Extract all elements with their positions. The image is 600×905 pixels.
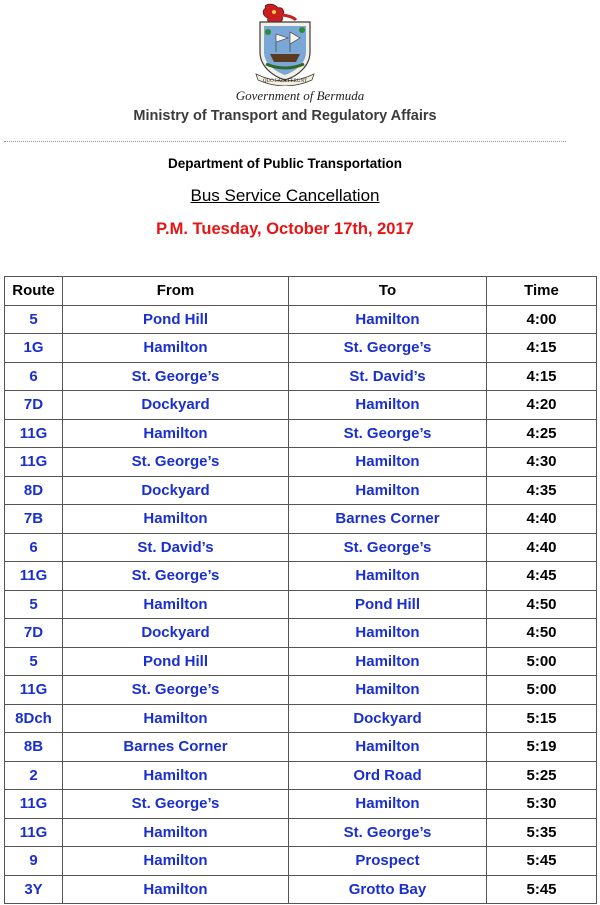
to-cell: Hamilton <box>289 619 487 648</box>
to-cell: Barnes Corner <box>289 505 487 534</box>
to-cell: Hamilton <box>289 391 487 420</box>
from-cell: Hamilton <box>63 847 289 876</box>
from-cell: Hamilton <box>63 761 289 790</box>
to-cell: Hamilton <box>289 647 487 676</box>
time-cell: 5:45 <box>487 847 597 876</box>
from-cell: St. George’s <box>63 676 289 705</box>
bermuda-coat-of-arms-logo <box>252 2 318 86</box>
from-cell: Hamilton <box>63 590 289 619</box>
table-row <box>5 505 597 534</box>
table-row <box>5 818 597 847</box>
route-cell: 6 <box>5 362 63 391</box>
route-cell: 11G <box>5 448 63 477</box>
cancellation-date: P.M. Tuesday, October 17th, 2017 <box>156 220 414 238</box>
department-name: Department of Public Transportation <box>167 156 403 171</box>
route-cell: 5 <box>5 590 63 619</box>
route-cell: 5 <box>5 647 63 676</box>
route-cell: 9 <box>5 847 63 876</box>
route-cell: 8Dch <box>5 704 63 733</box>
time-cell: 4:50 <box>487 619 597 648</box>
table-row <box>5 619 597 648</box>
to-cell: Hamilton <box>289 562 487 591</box>
table-row <box>5 875 597 904</box>
route-cell: 11G <box>5 419 63 448</box>
table-row <box>5 676 597 705</box>
table-row <box>5 391 597 420</box>
table-row <box>5 334 597 363</box>
route-cell: 5 <box>5 305 63 334</box>
to-cell: Grotto Bay <box>289 875 487 904</box>
column-header-to: To <box>289 277 487 306</box>
route-cell: 11G <box>5 818 63 847</box>
table-row <box>5 761 597 790</box>
time-cell: 5:19 <box>487 733 597 762</box>
crest-motto: QUO FATA FERUNT <box>262 79 308 84</box>
time-cell: 4:35 <box>487 476 597 505</box>
column-header-time: Time <box>487 277 597 306</box>
table-row <box>5 305 597 334</box>
route-cell: 8D <box>5 476 63 505</box>
table-row <box>5 733 597 762</box>
from-cell: Pond Hill <box>63 305 289 334</box>
time-cell: 4:40 <box>487 533 597 562</box>
time-cell: 4:45 <box>487 562 597 591</box>
time-cell: 4:00 <box>487 305 597 334</box>
to-cell: Prospect <box>289 847 487 876</box>
route-cell: 1G <box>5 334 63 363</box>
from-cell: Dockyard <box>63 619 289 648</box>
column-header-from: From <box>63 277 289 306</box>
table-row <box>5 533 597 562</box>
to-cell: Dockyard <box>289 704 487 733</box>
table-row <box>5 362 597 391</box>
to-cell: St. David’s <box>289 362 487 391</box>
time-cell: 4:20 <box>487 391 597 420</box>
time-cell: 5:00 <box>487 647 597 676</box>
route-cell: 6 <box>5 533 63 562</box>
from-cell: Dockyard <box>63 476 289 505</box>
time-cell: 4:15 <box>487 362 597 391</box>
to-cell: Hamilton <box>289 733 487 762</box>
time-cell: 5:45 <box>487 875 597 904</box>
from-cell: Hamilton <box>63 704 289 733</box>
route-cell: 7D <box>5 391 63 420</box>
notice-title <box>0 186 570 206</box>
from-cell: Barnes Corner <box>63 733 289 762</box>
table-row <box>5 590 597 619</box>
table-header-row <box>5 277 597 306</box>
time-cell: 4:15 <box>487 334 597 363</box>
to-cell: Hamilton <box>289 790 487 819</box>
from-cell: Hamilton <box>63 505 289 534</box>
route-cell: 2 <box>5 761 63 790</box>
table-row <box>5 704 597 733</box>
from-cell: Pond Hill <box>63 647 289 676</box>
route-cell: 7B <box>5 505 63 534</box>
to-cell: Hamilton <box>289 448 487 477</box>
government-name: Government of Bermuda <box>235 88 365 103</box>
to-cell: Hamilton <box>289 676 487 705</box>
to-cell: St. George’s <box>289 533 487 562</box>
from-cell: St. George’s <box>63 790 289 819</box>
from-cell: Hamilton <box>63 419 289 448</box>
time-cell: 5:00 <box>487 676 597 705</box>
time-cell: 4:40 <box>487 505 597 534</box>
from-cell: St. George’s <box>63 362 289 391</box>
cancellation-table <box>4 276 597 904</box>
table-row <box>5 847 597 876</box>
time-cell: 5:35 <box>487 818 597 847</box>
to-cell: Hamilton <box>289 476 487 505</box>
table-row <box>5 476 597 505</box>
from-cell: Hamilton <box>63 875 289 904</box>
notice-title-text: Bus Service Cancellation <box>190 186 380 205</box>
route-cell: 11G <box>5 790 63 819</box>
from-cell: Dockyard <box>63 391 289 420</box>
to-cell: St. George’s <box>289 334 487 363</box>
route-cell: 11G <box>5 676 63 705</box>
route-cell: 11G <box>5 562 63 591</box>
time-cell: 4:30 <box>487 448 597 477</box>
from-cell: St. David’s <box>63 533 289 562</box>
table-row <box>5 562 597 591</box>
column-header-route: Route <box>5 277 63 306</box>
time-cell: 4:25 <box>487 419 597 448</box>
from-cell: Hamilton <box>63 334 289 363</box>
to-cell: Ord Road <box>289 761 487 790</box>
table-row <box>5 790 597 819</box>
to-cell: Pond Hill <box>289 590 487 619</box>
table-row <box>5 419 597 448</box>
table-row <box>5 647 597 676</box>
to-cell: Hamilton <box>289 305 487 334</box>
ministry-name: Ministry of Transport and Regulatory Affairs <box>133 108 437 124</box>
from-cell: St. George’s <box>63 562 289 591</box>
route-cell: 7D <box>5 619 63 648</box>
time-cell: 5:25 <box>487 761 597 790</box>
table-row <box>5 448 597 477</box>
time-cell: 5:30 <box>487 790 597 819</box>
route-cell: 8B <box>5 733 63 762</box>
route-cell: 3Y <box>5 875 63 904</box>
from-cell: St. George’s <box>63 448 289 477</box>
header-divider <box>4 141 566 142</box>
from-cell: Hamilton <box>63 818 289 847</box>
to-cell: St. George’s <box>289 818 487 847</box>
time-cell: 4:50 <box>487 590 597 619</box>
time-cell: 5:15 <box>487 704 597 733</box>
to-cell: St. George’s <box>289 419 487 448</box>
